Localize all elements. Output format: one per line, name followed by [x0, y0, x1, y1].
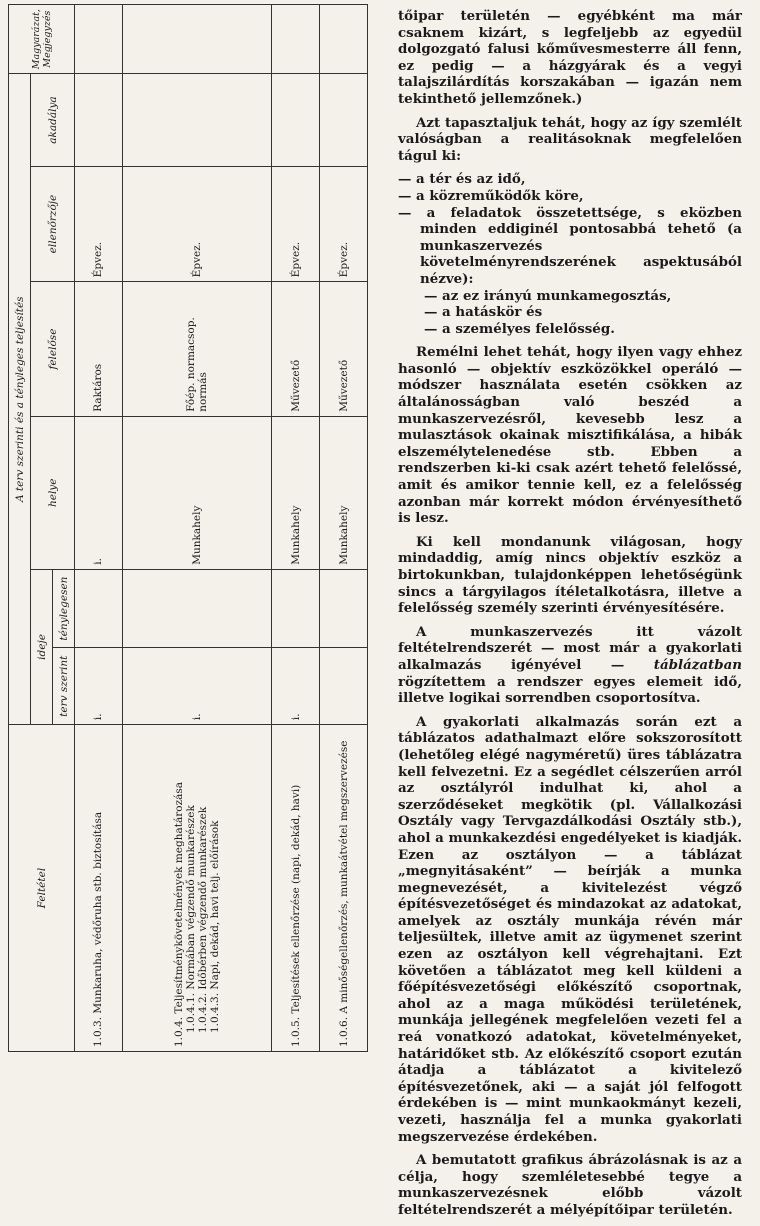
row-akadalya — [272, 74, 320, 166]
row-feltetel: 1.0.6. A minőségellenőrzés, munkaátvétel megszervezése — [320, 725, 368, 1052]
body-text-column — [398, 8, 742, 1226]
paragraph: Remélni lehet tehát, hogy ilyen vagy ehhez hasonló — objektív eszközökkel operáló — módszer használata esetén csökken az általánosságban való beszéd a munkaszervezésről, kevesebb lesz a mulasztások okainak misztifikálása, a hibák elszemélytelenedése stb. Ebben a rendszerben ki-ki csak azért tehető felelőssé, amit és amikor tennie kell, ez a felelősség azonban már korrekt módon érvényesíthető is lesz. — [398, 344, 742, 527]
header-ideje: ideje — [31, 569, 53, 724]
rotated-table — [8, 4, 376, 1052]
row-felelose: Művezető — [272, 282, 320, 416]
row-megjegyzes — [75, 5, 123, 74]
row-feltetel: 1.0.3. Munkaruha, védőruha stb. biztosítása — [75, 725, 123, 1052]
row-felelose: Főép. normacsop. normás — [122, 282, 271, 416]
row-terv: i. — [122, 648, 271, 725]
table-row — [122, 5, 271, 1052]
row-megjegyzes — [122, 5, 271, 74]
header-magyarazat: Magyarázat, Megjegyzés — [9, 5, 75, 74]
row-ellenorzoje: Épvez. — [75, 166, 123, 282]
conditions-table — [8, 4, 368, 1052]
header-helye: helye — [31, 416, 75, 569]
row-ellenorzoje: Épvez. — [122, 166, 271, 282]
table-row — [320, 5, 368, 1052]
header-akadalya: akadálya — [31, 74, 75, 166]
sub-list-item: — a hatáskör és — [424, 304, 543, 321]
row-ellenorzoje: Épvez. — [272, 166, 320, 282]
header-terv: A terv szerinti és a tényleges teljesítés — [9, 74, 31, 725]
list-item: — a tér és az idő, — [398, 171, 526, 188]
paragraph: A gyakorlati alkalmazás során ezt a táblázatos adathalmazt előre sokszorosított (lehetőleg elégé nagyméretű) üres táblázatra kell felvezetni. Ez a segédlet célszerűen arról az osztályról indulhat ki, ahol a szerződéseket megkötik (pl. Vállalkozási Osztály vagy Tervgazdálkodási Osztály stb.), ahol a munkakezdési engedélyeket is kiadják. Ezen az osztályon — a táblázat „megnyitásaként” — beírják a munka megnevezését, a kivitelezést végző építésvezetőséget és mindazokat az adatokat, amelyek az osztály munkája révén már teljesültek, illetve amit az ügymenet szerint ezen az osztályon kell végrehajtani. Ezt követően a táblázatot meg kell küldeni a főépítésvezetőségi előkészítő csoportnak, ahol az a maga működési területének, munkája jellegének megfelelően vezeti fel a reá vonatkozó adatokat, követelményeket, határidőket stb. Az előkészítő csoport ezután átadja a táblázatot a kivitelező építésvezetőnek, aki — a saját jól felfogott érdekében is — mint munkaokmányt kezeli, vezeti, használja fel a munka gyakorlati megszervezése érdekében. — [398, 713, 742, 1145]
row-ellenorzoje: Épvez. — [320, 166, 368, 282]
row-akadalya — [122, 74, 271, 166]
row-feltetel — [122, 725, 271, 1052]
row-feltetel-main: 1.0.4. Teljesítménykövetelmények meghatározása — [173, 781, 186, 1047]
row-megjegyzes — [320, 5, 368, 74]
row-felelose: Művezető — [320, 282, 368, 416]
row-akadalya — [75, 74, 123, 166]
header-terv-szerint: terv szerint — [53, 648, 75, 725]
row-teny — [122, 569, 271, 648]
row-akadalya — [320, 74, 368, 166]
table-row — [272, 5, 320, 1052]
row-teny — [272, 569, 320, 648]
row-teny — [75, 569, 123, 648]
list-item: — a feladatok összetettsége, s eközben minden eddiginél pontosabbá tehető (a munkaszervezés követelményrendszerének aspektusából nézve): — [398, 204, 742, 287]
row-helye: Munkahely — [272, 416, 320, 569]
header-tenylegesen: ténylegesen — [53, 569, 75, 648]
row-terv: i. — [272, 648, 320, 725]
paragraph: Azt tapasztaljuk tehát, hogy az így szemlélt valóságban a realitásoknak megfelelően tágul ki: — [398, 114, 742, 164]
row-terv — [320, 648, 368, 725]
row-teny — [320, 569, 368, 648]
header-ellenorzoje: ellenőrzője — [31, 166, 75, 282]
paragraph-part: rögzítettem a rendszer egyes elemeit idő, illetve logikai sorrendben csoportosítva. — [398, 673, 742, 707]
row-megjegyzes — [272, 5, 320, 74]
row-sub-item: 1.0.4.3. Napi, dekád, havi telj. előírások — [209, 820, 222, 1033]
paragraph: A bemutatott grafikus ábrázolásnak is az a célja, hogy szemléletesebbé tegye a munkaszervezésnek előbb vázolt feltételrendszerét a mélyépítőipar területén. — [398, 1152, 742, 1218]
sub-list-item: — az ez irányú munkamegosztás, — [424, 287, 672, 304]
row-helye: Munkahely — [122, 416, 271, 569]
row-helye: i. — [75, 416, 123, 569]
emphasis: táblázatban — [653, 656, 743, 673]
header-feltetel: Feltétel — [9, 725, 75, 1052]
row-helye: Munkahely — [320, 416, 368, 569]
table-row — [75, 5, 123, 1052]
sub-list-item: — a személyes felelősség. — [424, 320, 615, 337]
row-felelose: Raktáros — [75, 282, 123, 416]
header-felelose: felelőse — [31, 282, 75, 416]
paragraph: Ki kell mondanunk világosan, hogy mindaddig, amíg nincs objektív eszköz a birtokunkban, tulajdonképpen lehetőségünk sincs a tárgyilagos ítéletalkotásra, illetve a felelősség személy szerinti érvényesítésére. — [398, 533, 742, 617]
paragraph — [398, 624, 742, 707]
paragraph-part: A munkaszervezés itt vázolt feltételrendszerét — most már a gyakorlati alkalmazás igényével — — [398, 623, 742, 673]
paragraph: tőipar területén — egyébként ma már csaknem kizárt, s legfeljebb az egyedül dolgozgató falusi kőművesmesterre áll fenn, ez pedig — a házgyárak és a vegyi talajszilárdítás korszakában — igazán nem tekinthető jellemzőnek.) — [398, 8, 742, 107]
row-sub-item: 1.0.4.2. Időbérben végzendő munkarészek — [197, 806, 210, 1033]
row-sub-item: 1.0.4.1. Normában végzendő munkarészek — [185, 805, 198, 1033]
list-item: — a közreműködők köre, — [398, 187, 584, 204]
row-terv: i. — [75, 648, 123, 725]
row-feltetel: 1.0.5. Teljesítések ellenőrzése (napi, dekád, havi) — [272, 725, 320, 1052]
